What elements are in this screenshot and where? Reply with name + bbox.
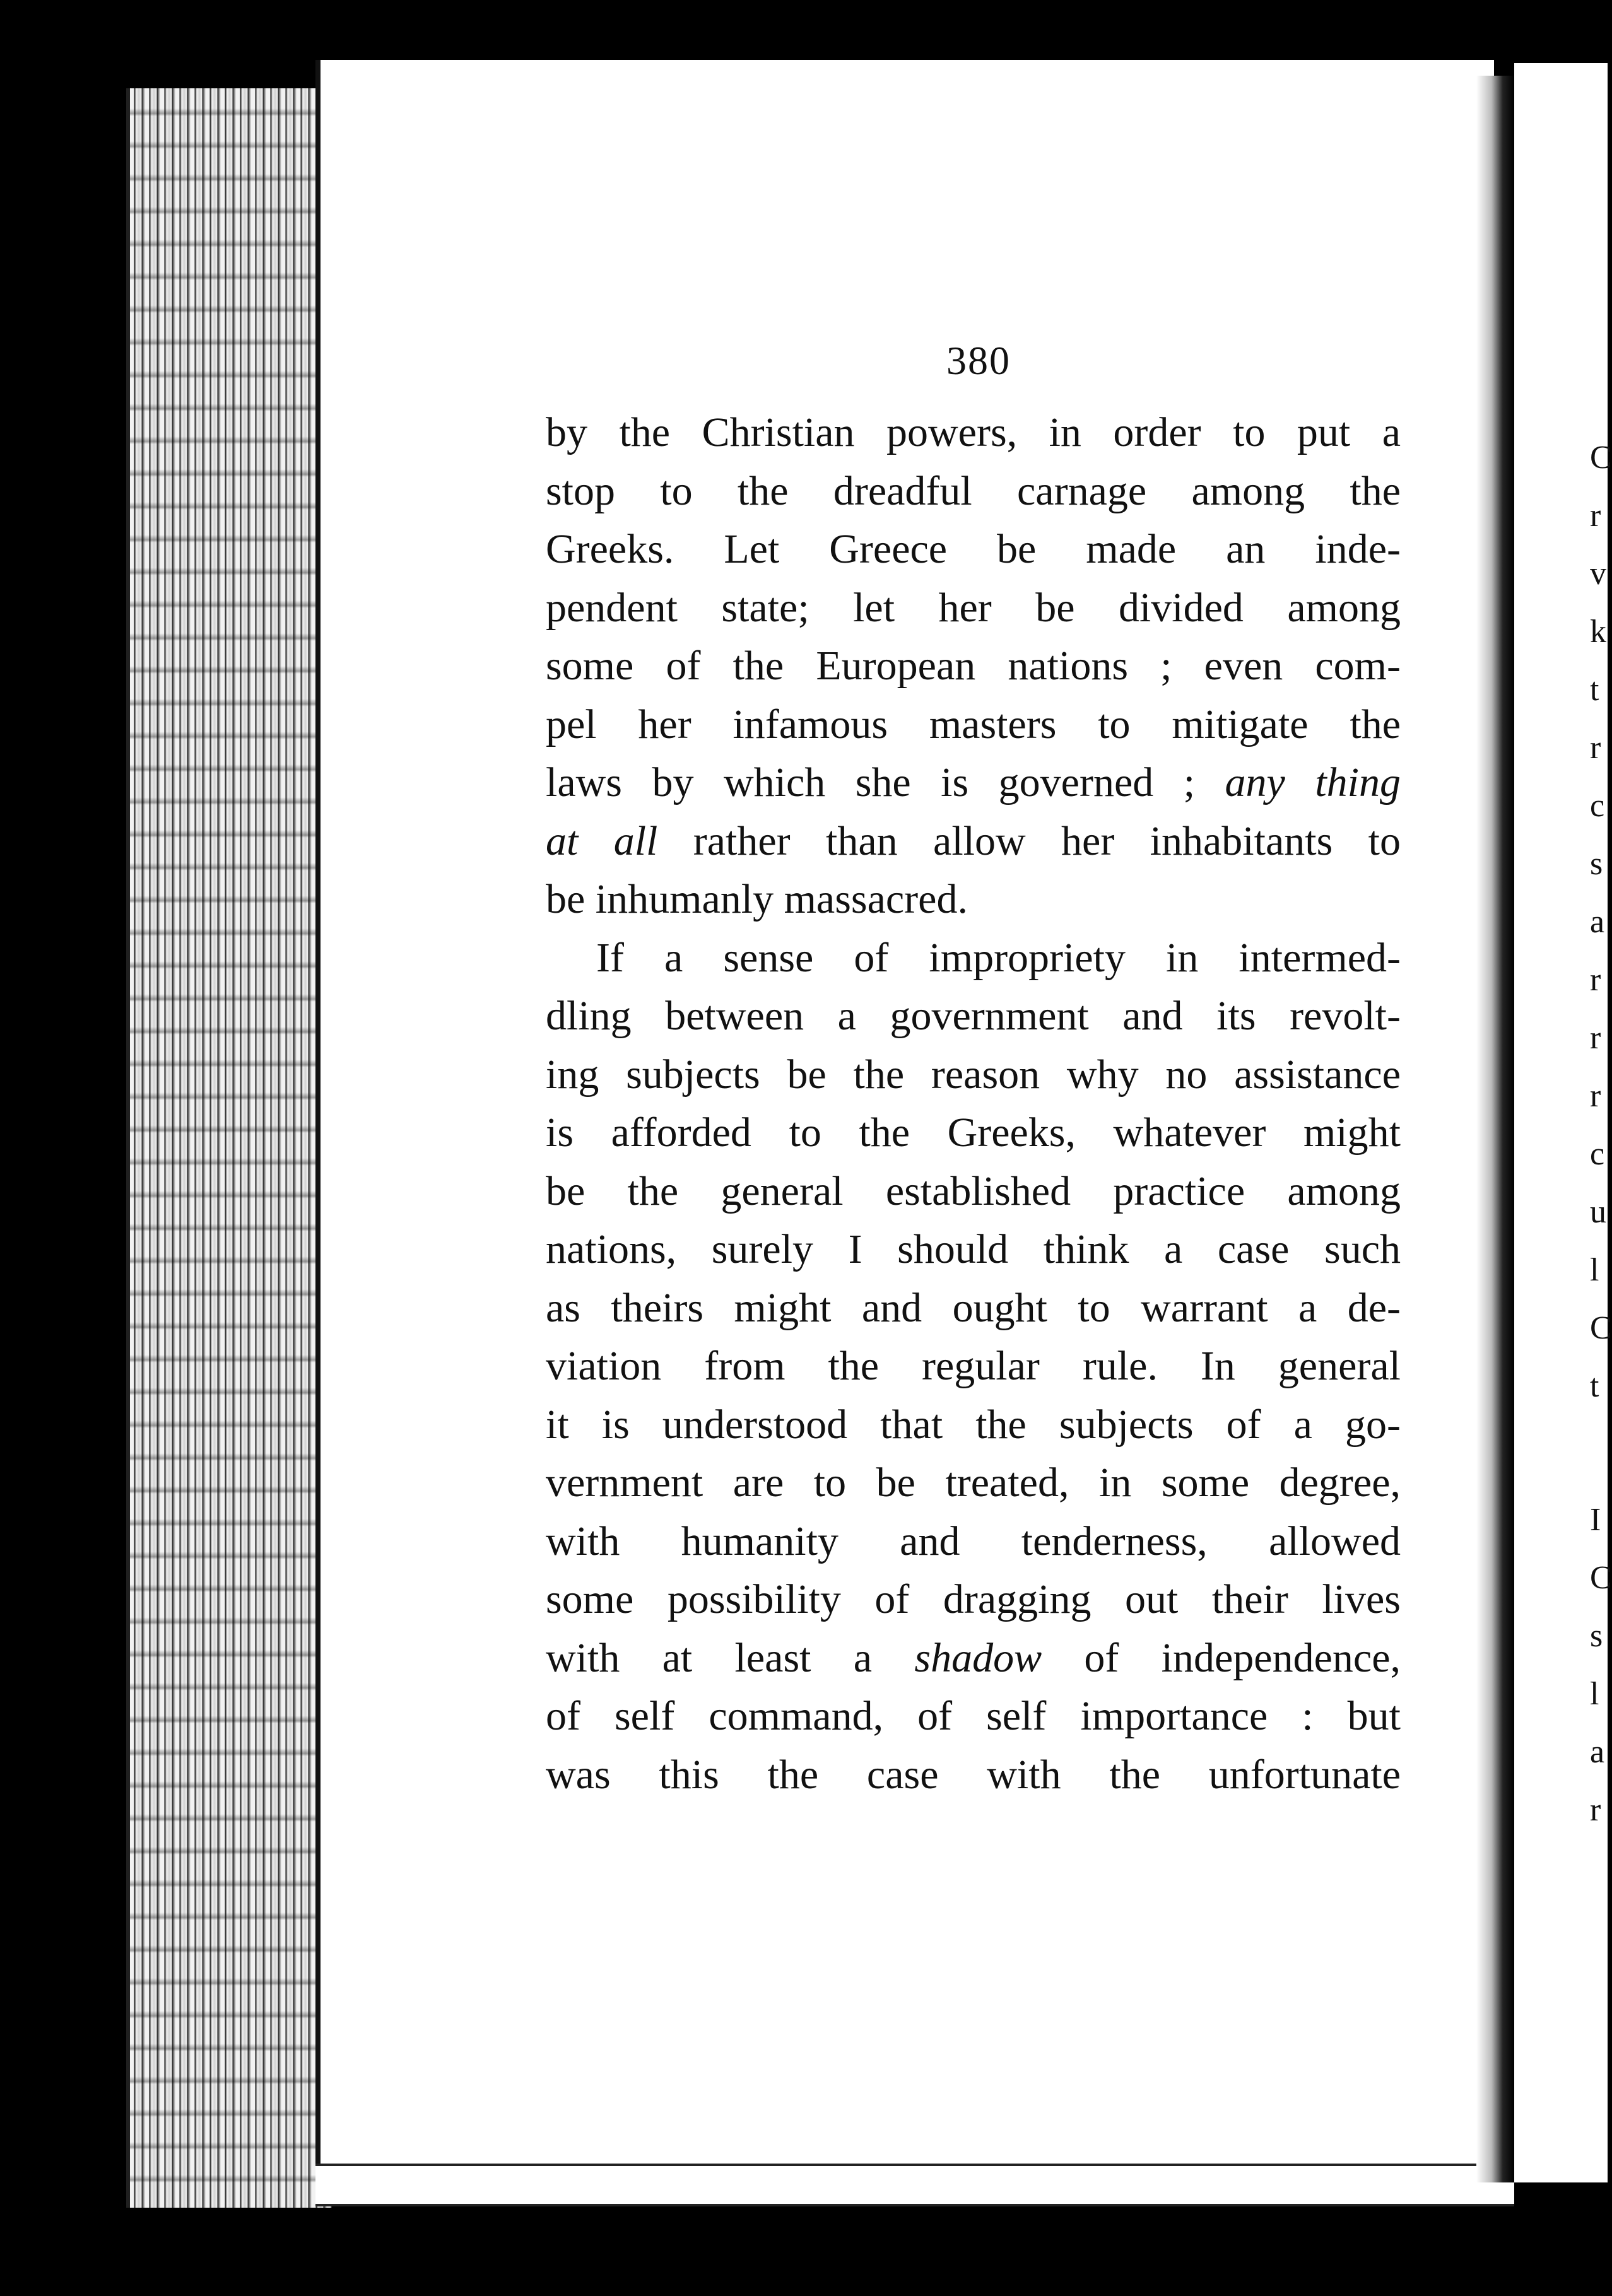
text-line	[546, 929, 1401, 988]
text-run: laws by which she is governed ;	[546, 759, 1225, 805]
book-gutter	[1476, 76, 1514, 2182]
next-page-letter: t	[1590, 1368, 1599, 1404]
text-line	[546, 870, 1401, 929]
text-run: dling between a government and its revolt-	[546, 993, 1401, 1039]
text-run: pendent state; let her be divided among	[546, 584, 1401, 631]
next-page-letter: s	[1590, 1618, 1603, 1654]
italic-text-run: at all	[546, 817, 658, 864]
text-line	[546, 1454, 1401, 1513]
text-run: some possibility of dragging out their lives	[546, 1576, 1401, 1622]
text-line	[546, 1687, 1401, 1746]
text-run: by the Christian powers, in order to put a	[546, 409, 1401, 455]
next-page-letter: s	[1590, 846, 1603, 882]
text-run: stop to the dreadful carnage among the	[546, 467, 1401, 514]
text-line	[546, 1046, 1401, 1104]
page-number: 380	[946, 338, 1011, 383]
text-run: of independence,	[1042, 1634, 1401, 1681]
next-page-letter: c	[1590, 788, 1605, 824]
text-line	[546, 754, 1401, 812]
next-page-letter: C	[1590, 1310, 1612, 1346]
text-run: If a sense of impropriety in intermed-	[596, 934, 1401, 981]
next-page-letter: t	[1590, 672, 1599, 708]
next-page-letter: r	[1590, 962, 1601, 998]
next-page-letter: l	[1590, 1676, 1599, 1712]
next-page-letter: a	[1590, 1734, 1605, 1770]
text-line	[546, 1279, 1401, 1338]
text-line	[546, 462, 1401, 521]
next-page-letter: r	[1590, 730, 1601, 766]
text-run: nations, surely I should think a case such	[546, 1226, 1401, 1272]
next-page-letter: u	[1590, 1194, 1606, 1230]
text-line	[546, 1163, 1401, 1221]
next-page-letter: C	[1590, 1560, 1612, 1596]
text-run: rather than allow her inhabitants to	[657, 817, 1401, 864]
text-line	[546, 579, 1401, 638]
page-bottom-edge	[315, 2164, 1514, 2206]
text-run: some of the European nations ; even com-	[546, 643, 1401, 689]
text-line	[546, 520, 1401, 579]
next-page-letter: r	[1590, 1020, 1601, 1056]
next-page-letter: v	[1590, 556, 1606, 592]
text-line	[546, 812, 1401, 871]
page-body-text	[546, 404, 1401, 1804]
text-run: it is understood that the subjects of a go-	[546, 1401, 1401, 1448]
text-line	[546, 1104, 1401, 1163]
text-line	[546, 1513, 1401, 1571]
next-page-letter: I	[1590, 1502, 1601, 1538]
next-page-letter: c	[1590, 1136, 1605, 1172]
next-page-letter: r	[1590, 1078, 1601, 1114]
next-page-letter: l	[1590, 1252, 1599, 1288]
next-page-letter: r	[1590, 1792, 1601, 1828]
text-run: of self command, of self importance : but	[546, 1693, 1401, 1739]
text-line	[546, 1746, 1401, 1805]
text-run: pel her infamous masters to mitigate the	[546, 701, 1401, 747]
text-run: be the general established practice among	[546, 1168, 1401, 1214]
text-line	[546, 1337, 1401, 1396]
text-run: with humanity and tenderness, allowed	[546, 1518, 1401, 1564]
italic-text-run: shadow	[914, 1634, 1042, 1681]
text-run: ing subjects be the reason why no assistance	[546, 1051, 1401, 1098]
text-run: was this the case with the unfortunate	[546, 1751, 1401, 1798]
text-run: vernment are to be treated, in some degree,	[546, 1460, 1401, 1506]
text-line	[546, 404, 1401, 462]
text-line	[546, 1221, 1401, 1279]
text-line	[546, 1629, 1401, 1688]
text-run: viation from the regular rule. In general	[546, 1343, 1401, 1389]
book-fore-edge	[126, 88, 332, 2208]
next-page-letter: k	[1590, 614, 1606, 650]
text-line	[546, 1571, 1401, 1629]
text-run: is afforded to the Greeks, whatever might	[546, 1110, 1401, 1156]
text-line	[546, 696, 1401, 754]
next-page-letter: a	[1590, 904, 1605, 940]
next-page-edge	[1514, 63, 1612, 2182]
italic-text-run: any thing	[1225, 759, 1401, 805]
text-run: with at least a	[546, 1634, 915, 1681]
text-line	[546, 987, 1401, 1046]
next-page-letter: r	[1590, 498, 1601, 534]
text-run: Greeks. Let Greece be made an inde-	[546, 526, 1401, 572]
text-line	[546, 1396, 1401, 1455]
text-run: be inhumanly massacred.	[546, 876, 968, 922]
text-run: as theirs might and ought to warrant a de-	[546, 1284, 1401, 1331]
text-line	[546, 637, 1401, 696]
next-page-letter: C	[1590, 440, 1612, 476]
